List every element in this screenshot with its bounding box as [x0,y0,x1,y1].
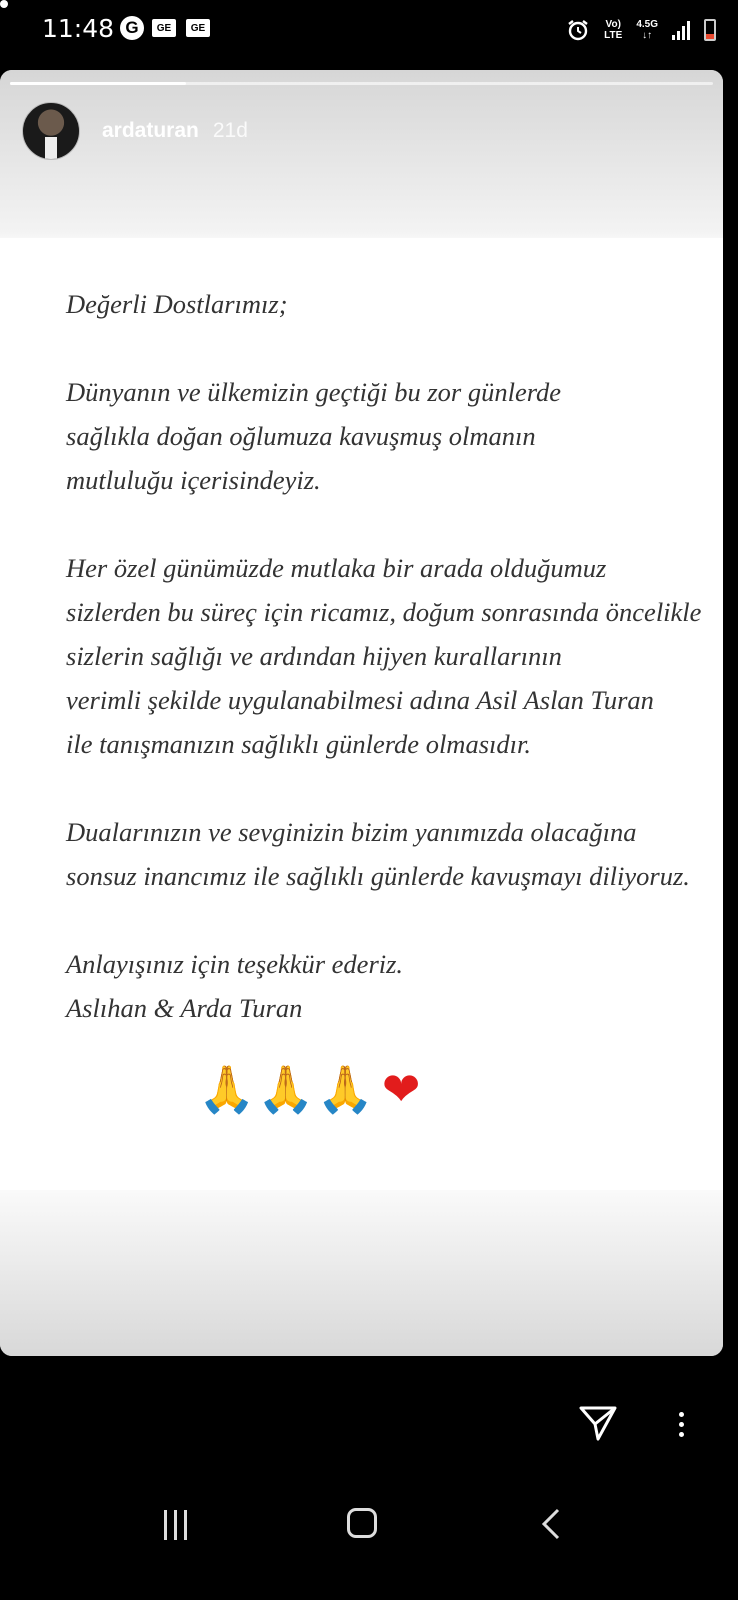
announcement-letter [0,238,723,1260]
paragraph-3: Dualarınızın ve sevginizin bizim yanımızda olacağına sonsuz inancımız ile sağlıklı günlerde kavuşmayı diliyoruz. [66,817,690,891]
letter-text [66,282,706,1030]
volte-icon: Vo) LTE [604,19,623,41]
emoji-row [198,1058,422,1120]
story-progress-fill [10,82,186,85]
battery-icon [704,19,716,41]
alarm-icon [566,18,590,42]
praying-hands-icon: 🙏 [257,1061,317,1116]
praying-hands-icon: 🙏 [316,1061,376,1116]
more-options-icon[interactable] [666,1404,696,1444]
red-heart-icon: ❤ [381,1062,423,1116]
avatar-shirt [45,137,57,159]
signal-icon [672,20,690,40]
ge-notification-icon: GE [186,19,210,37]
ge-notification-icon: GE [152,19,176,37]
recents-icon[interactable] [160,1510,190,1540]
signature: Aslıhan & Arda Turan [66,993,303,1023]
story-header [22,102,248,160]
paragraph-1: Dünyanın ve ülkemizin geçtiği bu zor günlerde sağlıkla doğan oğlumuza kavuşmuş olmanın mutluluğu içerisindeyiz. [66,377,562,495]
clock: 11:48 [42,14,115,43]
navigation-bar [0,1488,738,1568]
username[interactable]: ardaturan [102,119,199,142]
status-bar [0,0,738,64]
more-notifications-dot-icon [0,0,8,8]
google-icon: G [120,16,144,40]
paragraph-2: Her özel günümüzde mutlaka bir arada olduğumuz sizlerden bu süreç için ricamız, doğum sonrasında öncelikle sizlerin sağlığı ve ardından hijyen kurallarının verimli şekilde uygulanabilmesi adına Asil Aslan Turan ile tanışmanızın sağlıklı günlerde olmasıdır. [66,553,702,759]
closing: Anlayışınız için teşekkür ederiz. [66,949,404,979]
reply-bar [0,1392,738,1462]
story-viewer[interactable] [0,70,723,1356]
battery-level [706,34,714,39]
status-icons [566,12,716,48]
avatar[interactable] [22,102,80,160]
story-top-gradient [0,70,723,250]
story-age: 21d [212,119,248,142]
story-progress-bar [10,82,713,85]
home-icon[interactable] [347,1508,377,1538]
praying-hands-icon: 🙏 [198,1061,258,1116]
back-icon[interactable] [536,1506,566,1542]
story-bottom-gradient [0,1190,723,1356]
send-icon[interactable] [578,1404,618,1442]
network-type-icon: 4.5G ↓↑ [636,19,658,41]
greeting: Değerli Dostlarımız; [66,289,288,319]
